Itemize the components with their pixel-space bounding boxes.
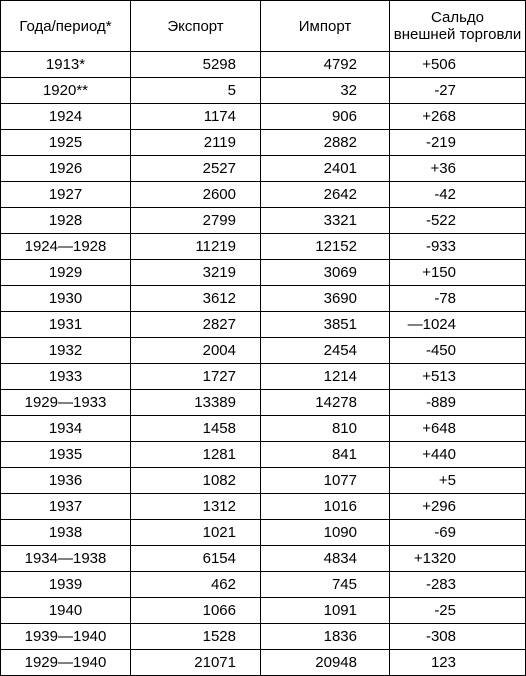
- cell-period: 1937: [1, 494, 131, 520]
- table-row: [1, 494, 526, 520]
- cell-period: 1930: [1, 286, 131, 312]
- cell-period: 1935: [1, 442, 131, 468]
- table-row: [1, 572, 526, 598]
- cell-period: 1926: [1, 156, 131, 182]
- cell-period: 1932: [1, 338, 131, 364]
- cell-balance: -889: [390, 390, 526, 416]
- cell-balance: +268: [390, 104, 526, 130]
- cell-period: 1938: [1, 520, 131, 546]
- cell-import: 1077: [261, 468, 390, 494]
- cell-period: 1929: [1, 260, 131, 286]
- header-row: [1, 1, 526, 52]
- table-row: [1, 650, 526, 676]
- header-export: Экспорт: [131, 1, 261, 52]
- cell-period: 1929—1933: [1, 390, 131, 416]
- cell-export: 21071: [131, 650, 261, 676]
- cell-balance: -283: [390, 572, 526, 598]
- cell-period: 1924: [1, 104, 131, 130]
- cell-import: 841: [261, 442, 390, 468]
- cell-export: 1082: [131, 468, 261, 494]
- table-row: [1, 390, 526, 416]
- cell-period: 1928: [1, 208, 131, 234]
- cell-export: 1281: [131, 442, 261, 468]
- header-balance-line1: Сальдо: [430, 9, 484, 26]
- cell-export: 2799: [131, 208, 261, 234]
- cell-balance: -27: [390, 78, 526, 104]
- header-import: Импорт: [261, 1, 390, 52]
- cell-period: 1933: [1, 364, 131, 390]
- cell-balance: -42: [390, 182, 526, 208]
- cell-export: 1528: [131, 624, 261, 650]
- table-row: [1, 468, 526, 494]
- cell-import: 4792: [261, 52, 390, 78]
- header-balance: [390, 1, 526, 52]
- table-row: [1, 208, 526, 234]
- cell-balance: +506: [390, 52, 526, 78]
- cell-balance: +1320: [390, 546, 526, 572]
- cell-balance: +648: [390, 416, 526, 442]
- cell-period: 1936: [1, 468, 131, 494]
- cell-export: 1174: [131, 104, 261, 130]
- cell-balance: -450: [390, 338, 526, 364]
- table-row: [1, 546, 526, 572]
- cell-import: 1214: [261, 364, 390, 390]
- cell-period: 1929—1940: [1, 650, 131, 676]
- cell-import: 1090: [261, 520, 390, 546]
- cell-balance: +150: [390, 260, 526, 286]
- cell-import: 1091: [261, 598, 390, 624]
- table-row: [1, 312, 526, 338]
- cell-export: 13389: [131, 390, 261, 416]
- cell-balance: +5: [390, 468, 526, 494]
- cell-import: 1016: [261, 494, 390, 520]
- table-row: [1, 104, 526, 130]
- cell-export: 1066: [131, 598, 261, 624]
- cell-period: 1934: [1, 416, 131, 442]
- cell-export: 2004: [131, 338, 261, 364]
- cell-import: 906: [261, 104, 390, 130]
- cell-import: 20948: [261, 650, 390, 676]
- cell-balance: 123: [390, 650, 526, 676]
- cell-export: 2827: [131, 312, 261, 338]
- table-row: [1, 130, 526, 156]
- cell-import: 3069: [261, 260, 390, 286]
- cell-period: 1924—1928: [1, 234, 131, 260]
- cell-period: 1931: [1, 312, 131, 338]
- cell-import: 810: [261, 416, 390, 442]
- cell-balance: -78: [390, 286, 526, 312]
- table-row: [1, 598, 526, 624]
- cell-export: 11219: [131, 234, 261, 260]
- table-row: [1, 338, 526, 364]
- cell-balance: -308: [390, 624, 526, 650]
- cell-balance: +36: [390, 156, 526, 182]
- cell-import: 32: [261, 78, 390, 104]
- cell-export: 2527: [131, 156, 261, 182]
- cell-import: 3690: [261, 286, 390, 312]
- cell-import: 3321: [261, 208, 390, 234]
- table-row: [1, 520, 526, 546]
- cell-period: 1940: [1, 598, 131, 624]
- cell-import: 14278: [261, 390, 390, 416]
- cell-export: 2119: [131, 130, 261, 156]
- table-row: [1, 416, 526, 442]
- header-period: Года/период*: [1, 1, 131, 52]
- cell-export: 1458: [131, 416, 261, 442]
- table-row: [1, 286, 526, 312]
- cell-balance: -25: [390, 598, 526, 624]
- cell-period: 1925: [1, 130, 131, 156]
- cell-import: 12152: [261, 234, 390, 260]
- table-row: [1, 234, 526, 260]
- cell-period: 1920**: [1, 78, 131, 104]
- table-row: [1, 156, 526, 182]
- cell-balance: -69: [390, 520, 526, 546]
- cell-export: 5: [131, 78, 261, 104]
- table-row: [1, 52, 526, 78]
- cell-import: 3851: [261, 312, 390, 338]
- table-row: [1, 364, 526, 390]
- cell-export: 3219: [131, 260, 261, 286]
- cell-import: 2454: [261, 338, 390, 364]
- table-row: [1, 624, 526, 650]
- cell-export: 2600: [131, 182, 261, 208]
- cell-balance: +513: [390, 364, 526, 390]
- cell-export: 3612: [131, 286, 261, 312]
- cell-balance: -933: [390, 234, 526, 260]
- cell-export: 6154: [131, 546, 261, 572]
- cell-period: 1934—1938: [1, 546, 131, 572]
- cell-balance: —1024: [390, 312, 526, 338]
- cell-export: 1727: [131, 364, 261, 390]
- table-row: [1, 442, 526, 468]
- cell-export: 1021: [131, 520, 261, 546]
- table-body: [1, 52, 526, 676]
- cell-export: 1312: [131, 494, 261, 520]
- cell-period: 1939: [1, 572, 131, 598]
- cell-import: 1836: [261, 624, 390, 650]
- cell-balance: +440: [390, 442, 526, 468]
- cell-period: 1939—1940: [1, 624, 131, 650]
- cell-period: 1927: [1, 182, 131, 208]
- cell-import: 2401: [261, 156, 390, 182]
- cell-import: 745: [261, 572, 390, 598]
- header-balance-line2: внешней торговли: [393, 26, 522, 43]
- cell-import: 2642: [261, 182, 390, 208]
- cell-export: 5298: [131, 52, 261, 78]
- cell-balance: +296: [390, 494, 526, 520]
- cell-balance: -219: [390, 130, 526, 156]
- cell-balance: -522: [390, 208, 526, 234]
- cell-import: 2882: [261, 130, 390, 156]
- table-row: [1, 182, 526, 208]
- table-row: [1, 260, 526, 286]
- table-header: [1, 1, 526, 52]
- cell-period: 1913*: [1, 52, 131, 78]
- cell-import: 4834: [261, 546, 390, 572]
- table-row: [1, 78, 526, 104]
- cell-export: 462: [131, 572, 261, 598]
